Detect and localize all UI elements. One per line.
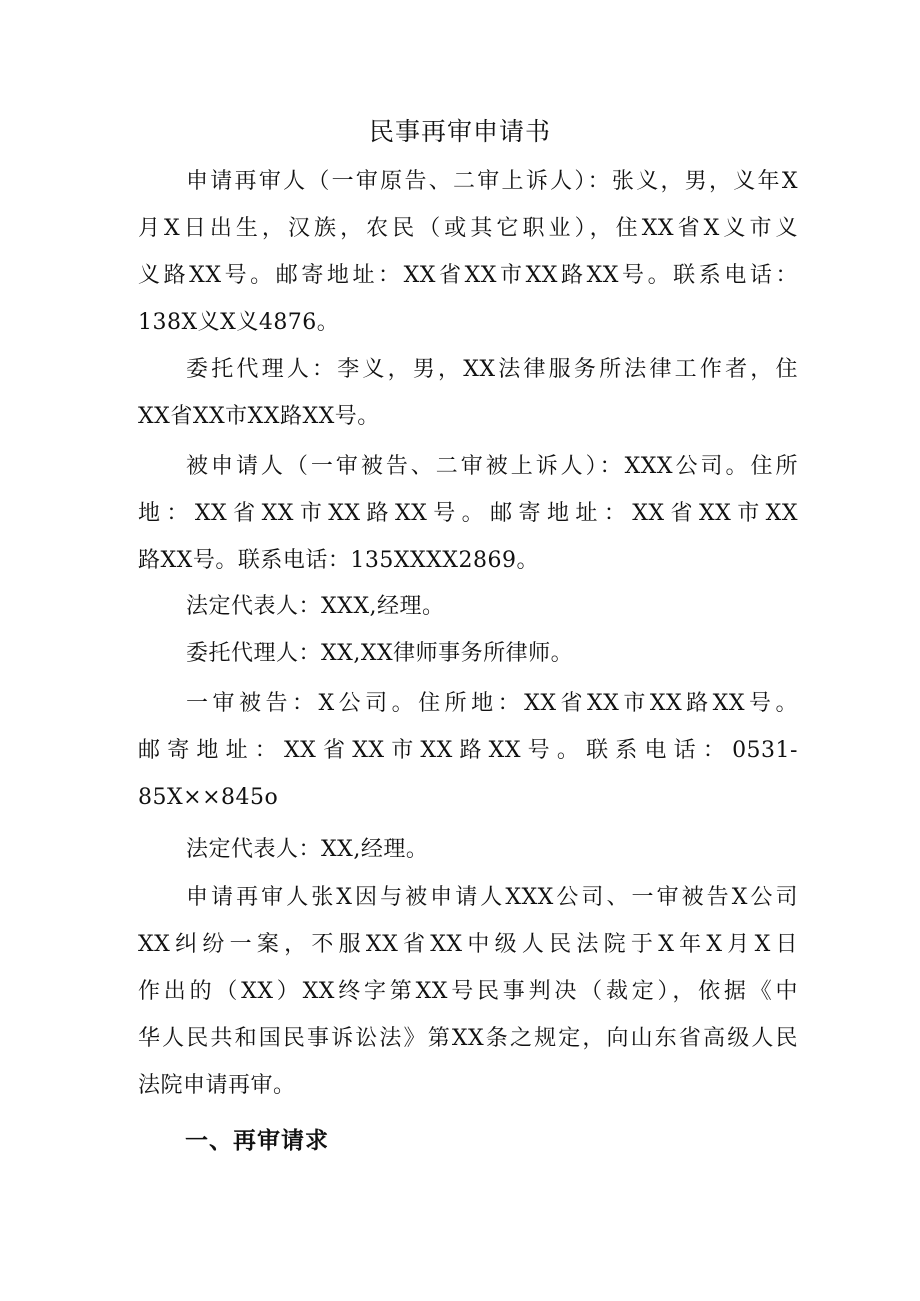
paragraph-line: 一审被告：X公司。住所地：XX省XX市XX路XX号。 — [186, 691, 798, 716]
paragraph-line: 申请再审人张X因与被申请人XXX公司、一审被告X公司 — [186, 885, 798, 910]
paragraph-line: 路XX号。联系电话：135XXXX2869。 — [138, 548, 539, 573]
paragraph-defendant-representative — [138, 826, 798, 873]
paragraph-line: 委托代理人：李义，男，XX法律服务所法律工作者，住 — [186, 357, 798, 382]
paragraph-line: 法院申请再审。 — [138, 1073, 296, 1098]
paragraph-respondent-agent — [138, 630, 798, 677]
paragraph-line: 138X义X义4876。 — [138, 310, 340, 335]
paragraph-line: 法定代表人：XX,经理。 — [186, 837, 429, 862]
paragraph-line: XX纠纷一案，不服XX省XX中级人民法院于X年X月X日 — [138, 932, 798, 957]
paragraph-line: 作出的（XX）XX终字第XX号民事判决（裁定），依据《中 — [138, 979, 798, 1004]
paragraph-line: 月X日出生，汉族，农民（或其它职业），住XX省X义市义 — [138, 216, 798, 241]
paragraph-first-instance-defendant — [138, 680, 798, 821]
paragraph-applicant-agent — [138, 346, 798, 440]
paragraph-line: 申请再审人（一审原告、二审上诉人）：张义，男，义年X — [186, 169, 798, 194]
paragraph-line: 华人民共和国民事诉讼法》第XX条之规定，向山东省高级人民 — [138, 1026, 798, 1051]
paragraph-respondent-representative — [138, 583, 798, 630]
paragraph-application-statement — [138, 874, 798, 1109]
paragraph-line: 委托代理人：XX,XX律师事务所律师。 — [186, 641, 574, 666]
paragraph-line: 法定代表人：XXX,经理。 — [186, 594, 445, 619]
paragraph-line: 85X××845o — [138, 785, 279, 810]
section-heading: 一、再审请求 — [185, 1128, 329, 1154]
paragraph-line: 地：XX省XX市XX路XX号。邮寄地址：XX省XX市XX — [138, 501, 798, 526]
paragraph-line: 被申请人（一审被告、二审被上诉人）：XXX公司。住所 — [186, 454, 798, 479]
paragraph-line: 义路XX号。邮寄地址：XX省XX市XX路XX号。联系电话： — [138, 263, 798, 288]
paragraph-line: 邮寄地址：XX省XX市XX路XX号。联系电话：0531- — [138, 738, 798, 763]
paragraph-line: XX省XX市XX路XX号。 — [138, 404, 380, 429]
document-title: 民事再审申请书 — [368, 117, 551, 146]
paragraph-respondent — [138, 443, 798, 584]
paragraph-applicant — [138, 158, 798, 346]
